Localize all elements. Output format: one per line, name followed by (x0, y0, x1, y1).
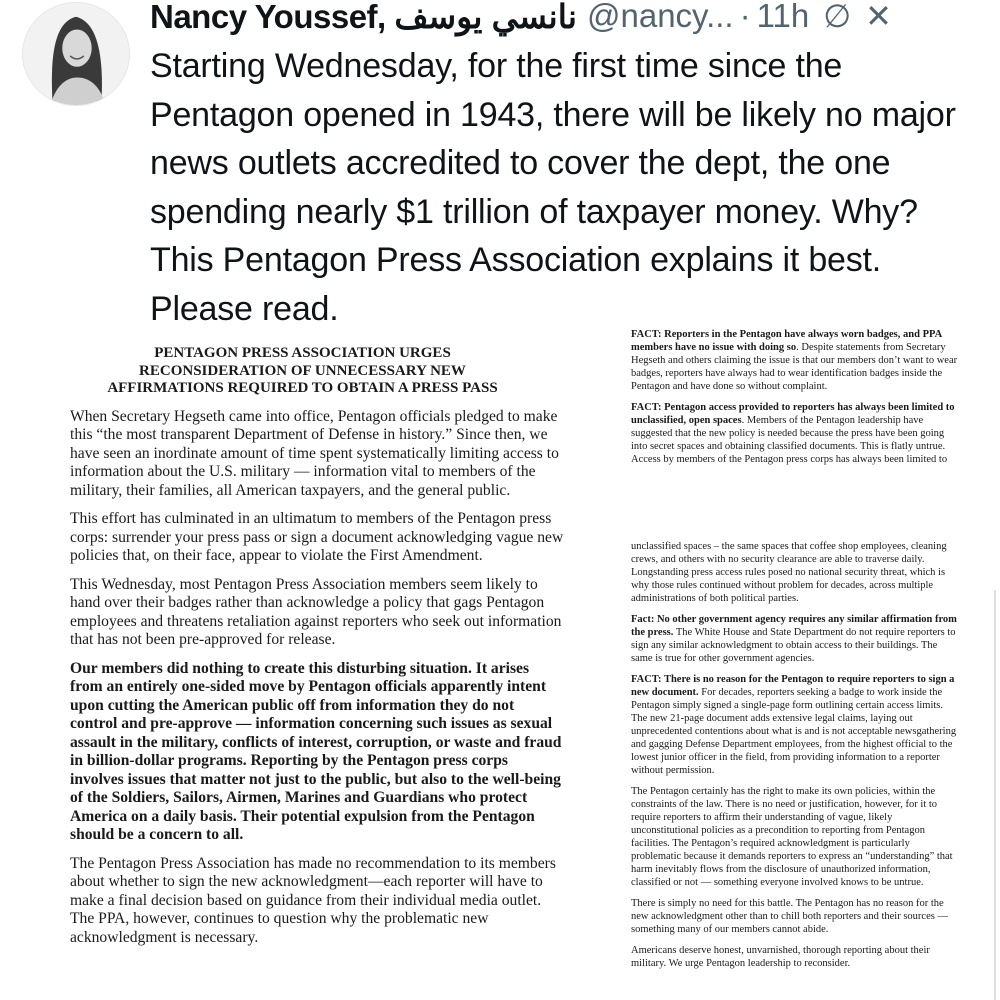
document-title (70, 345, 565, 398)
title-line: AFFIRMATIONS REQUIRED TO OBTAIN A PRESS PASS (107, 380, 498, 396)
paragraph-text: The Pentagon Press Association has made no recommendation to its members about whether to sign the new acknowledgment—each reporter will have to make a final decision based on guidance from their individual media outlet. The PPA, however, continues to question why the problematic new acknowledgment is necessary. (70, 854, 556, 946)
fact-paragraph (631, 613, 961, 665)
scrollbar[interactable] (994, 590, 996, 1000)
paragraph (70, 408, 565, 501)
close-icon[interactable]: ✕ (865, 0, 892, 34)
paragraph (70, 576, 565, 650)
paragraph-text: unclassified spaces – the same spaces that coffee shop employees, cleaning crews, and others with no security clearance are able to traverse daily. Longstanding press access rules posed no national security threat, which is why those rules continued without problem for decades, across multiple administrations of both political parties. (631, 541, 947, 604)
tweet-text: Starting Wednesday, for the first time since the Pentagon opened in 1943, there will be likely no major news outlets accredited to cover the dept, the one spending nearly $1 trillion of taxpayer money. Why? This Pentagon Press Association explains it best. Please read. (150, 47, 956, 328)
author-name[interactable]: Nancy Youssef, نانسي يوسف (150, 0, 577, 35)
avatar-portrait-icon (23, 3, 129, 105)
paragraph (631, 944, 961, 970)
author-handle[interactable]: @nancy... (586, 0, 734, 34)
grok-icon[interactable]: ∅ (823, 0, 852, 34)
paragraph (70, 510, 565, 566)
paragraph-text: This Wednesday, most Pentagon Press Association members seem likely to hand over their badges rather than acknowledge a policy that gags Pentagon employees and threatens retaliation against reporters who seek out information that has not been pre-approved for release. (70, 575, 562, 648)
paragraph-text: Americans deserve honest, unvarnished, thorough reporting about their military. We urge Pentagon leadership to reconsider. (631, 945, 930, 969)
paragraph-text: When Secretary Hegseth came into office, Pentagon officials pledged to make this “the most transparent Department of Defense in history.” Since then, we have seen an inordinate amount of time spent systematically limiting access to information about the U.S. military — information vital to members of the military, their families, all American taxpayers, and the general public. (70, 407, 559, 499)
paragraph (631, 785, 961, 889)
fact-heading: FACT: Reporters in the Pentagon have always worn badges, and PPA members have no issue with doing so (631, 329, 942, 353)
fact-heading: Fact: No other government agency requires any similar affirmation from the press. (631, 614, 957, 638)
document-right-column-top (631, 328, 961, 474)
paragraph-text: . Members of the Pentagon leadership have suggested that the new policy is needed because the press have been going into secret spaces and obtaining classified documents. This is flatly untrue. Access by members of the Pentagon press corps has always been limited to (631, 415, 948, 465)
paragraph-text: There is simply no need for this battle. The Pentagon has no reason for the new acknowledgment other than to chill both reporters and their sources — something many of our members cannot abide. (631, 898, 948, 935)
paragraph-text: This effort has culminated in an ultimatum to members of the Pentagon press corps: surrender your press pass or sign a document acknowledging vague new policies that, on their face, appear to violate the First Amendment. (70, 510, 564, 564)
title-line: RECONSIDERATION OF UNNECESSARY NEW (139, 362, 466, 379)
paragraph (631, 540, 961, 605)
paragraph-text: For decades, reporters seeking a badge to work inside the Pentagon simply signed a single-page form outlining certain access limits. The new 21-page document adds extensive legal claims, laying out unprecedented contentions about what is and is not acceptable newsgathering and gagging Defense Department employees, from the highest official to the lowest junior officer in the field, from providing information to a reporter without permission. (631, 687, 957, 776)
fact-paragraph (631, 328, 961, 393)
tweet-header (150, 0, 892, 38)
author-avatar[interactable] (22, 2, 130, 106)
timestamp[interactable]: 11h (756, 0, 810, 34)
paragraph-text: The Pentagon certainly has the right to make its own policies, within the constraints of the law. There is no need or justification, however, for it to require reporters to affirm their understanding of vague, likely unconstitutional policies as a precondition to reporting from Pentagon facilities. The Pentagon’s required acknowledgment is particularly problematic because it demands reporters to express an “understanding” that harm inevitably flows from the disclosure of unauthorized information, classified or not — something everyone involved knows to be untrue. (631, 786, 953, 888)
document-right-column-bottom (631, 540, 961, 978)
paragraph-text: . Despite statements from Secretary Hegseth and others claiming the issue is that our members don’t want to wear badges, reporters have always had to wear identification badges inside the Pentagon and have done so without complaint. (631, 342, 958, 392)
fact-paragraph (631, 673, 961, 777)
paragraph-bold: Our members did nothing to create this disturbing situation. It arises from an entirely one-sided move by Pentagon officials apparently intent upon cutting the American public off from information they do not control and pre-approve — information concerning such issues as sexual assault in the military, conflicts of interest, corruption, or waste and fraud in billion-dollar programs. Reporting by the Pentagon press corps involves issues that matter not just to the public, but also to the well-being of the Soldiers, Sailors, Airmen, Marines and Guardians who protect America on a daily basis. Their potential expulsion from the Pentagon should be a concern to all. (70, 659, 562, 843)
fact-heading: FACT: There is no reason for the Pentagon to require reporters to sign a new document. (631, 674, 955, 698)
paragraph (70, 660, 565, 845)
title-line: PENTAGON PRESS ASSOCIATION URGES (154, 345, 451, 361)
paragraph (631, 897, 961, 936)
paragraph (70, 855, 565, 948)
fact-heading: FACT: Pentagon access provided to reporters has always been limited to unclassified, open spaces (631, 402, 955, 426)
separator: · (739, 0, 751, 34)
fact-paragraph (631, 401, 961, 466)
document-left-column (70, 345, 565, 957)
paragraph-text: The White House and State Department do not require reporters to sign any similar acknowledgment to obtain access to their buildings. The same is true for other government agencies. (631, 627, 956, 664)
